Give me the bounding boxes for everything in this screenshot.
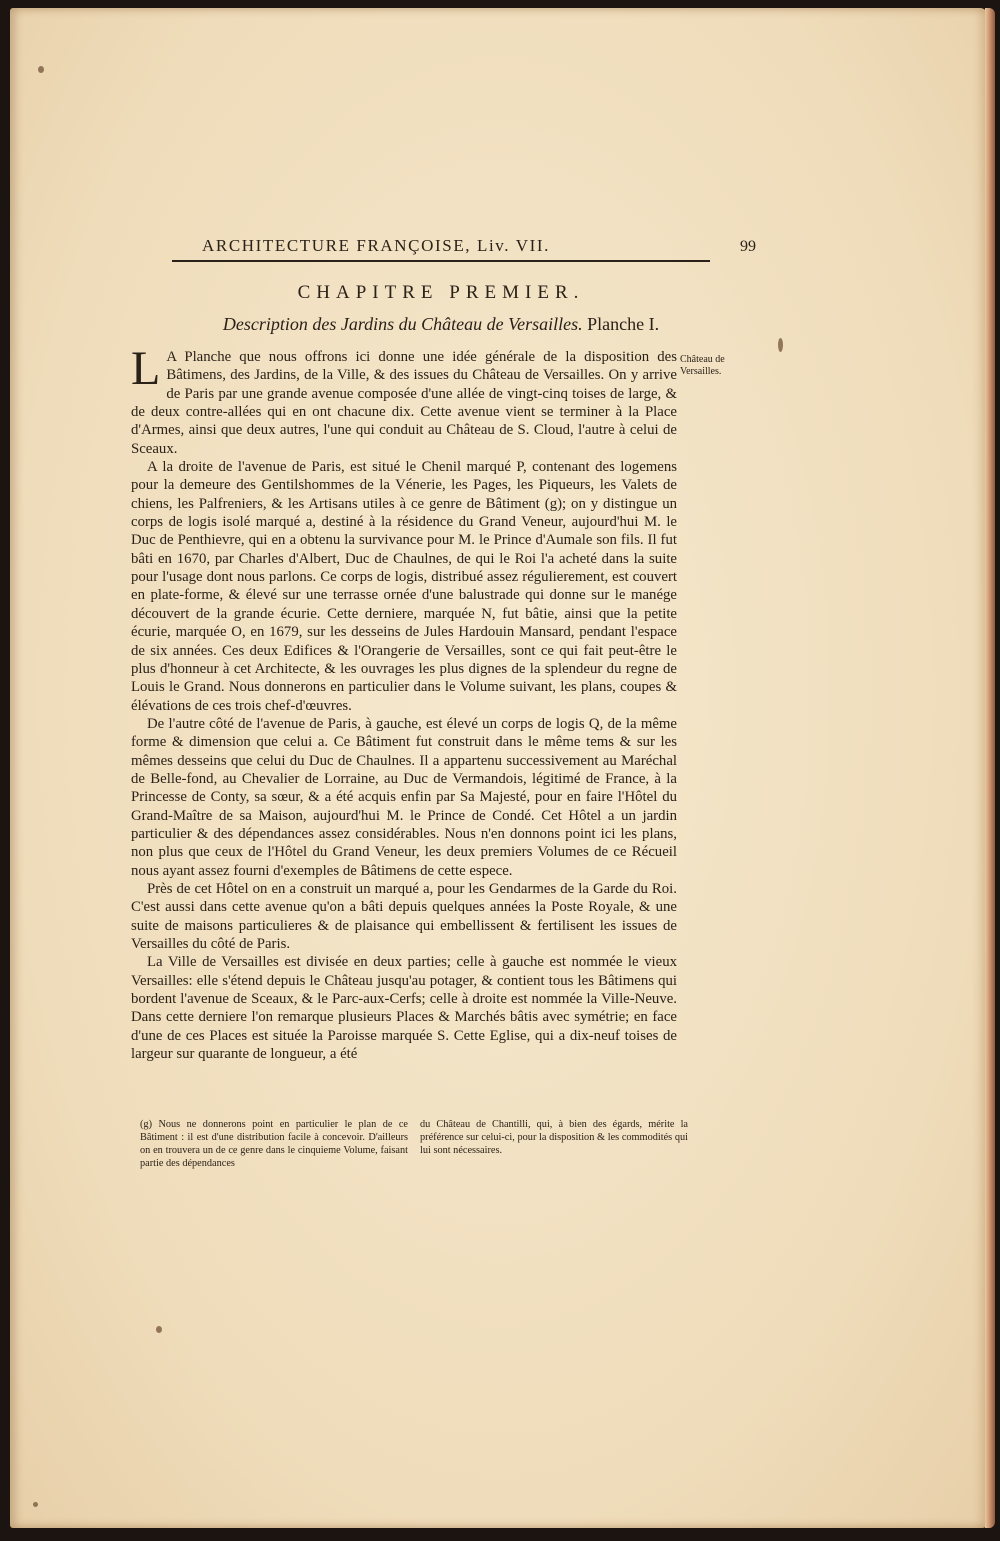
page-edge xyxy=(985,8,995,1528)
footnote-left: (g) Nous ne donnerons point en particulier le plan de ce Bâtiment : il est d'une distribution facile à concevoir. D'ailleurs on en trouvera un de ce genre dans le cinquieme Volume, faisant partie des dépendances xyxy=(140,1119,408,1169)
running-title: ARCHITECTURE FRANÇOISE, Liv. VII. xyxy=(202,236,550,255)
paragraph: De l'autre côté de l'avenue de Paris, à gauche, est élevé un corps de logis Q, de la même forme & dimension que celui a. Ce Bâtiment fut construit dans le même tems & sur les mêmes desseins que celui du Duc de Chaulnes. Il a appartenu successivement au Maréchal de Belle-fond, au Chevalier de Lorraine, au Duc de Vermandois, légitimé de France, à la Princesse de Conty, sa sœur, & a été acquis enfin par Sa Majesté, pour en faire l'Hôtel du Grand-Maître de sa Maison, aujourd'hui M. le Prince de Condé. Cet Hôtel a un jardin particulier & des dépendances assez considérables. Nous n'en donnons point ici les plans, non plus que ceux de l'Hôtel du Grand Veneur, les deux premiers Volumes de ce Récueil nous ayant assez fourni d'exemples de Bâtimens de cette espece. xyxy=(131,715,677,879)
subtitle-italic: Description des Jardins du Château de Versailles. xyxy=(222,314,583,334)
paragraph: A la droite de l'avenue de Paris, est situé le Chenil marqué P, contenant des logemens pour la demeure des Gentilshommes de la Vénerie, les Pages, les Piqueurs, les Valets de chiens, les Palfreniers, & les Artisans utiles à ce genre de Bâtiment (g); on y distingue un corps de logis isolé marqué a, destiné à la résidence du Grand Veneur, aujourd'hui M. le Duc de Penthievre, qui en a obtenu la survivance pour M. le Prince d'Aumale son fils. Il fut bâti en 1670, par Charles d'Albert, Duc de Chaulnes, de qui le Roi l'a acheté dans la suite pour l'usage dont nous parlons. Ce corps de logis, distribué assez régulierement, est couvert en plate-forme, & élevé sur une terrasse ornée d'une balustrade qui donne sur le manége découvert de la grande écurie. Cette derniere, marquée N, fut bâtie, ainsi que la petite écurie, marquée O, en 1679, sur les desseins de Jules Hardouin Mansard, pendant l'espace de six années. Ces deux Edifices & l'Orangerie de Versailles, sont ce qui fait peut-être le plus d'honneur à cet Architecte, & les ouvrages les plus dignes de la splendeur du regne de Louis le Grand. Nous donnerons en particulier dans le Volume suivant, les plans, coupes & élévations de ces trois chef-d'œuvres. xyxy=(131,459,677,714)
section-subtitle xyxy=(172,314,710,335)
drop-cap: L xyxy=(131,342,161,395)
paragraph xyxy=(131,342,677,458)
margin-note: Château de Versailles. xyxy=(680,354,725,377)
paragraph: Près de cet Hôtel on en a construit un marqué a, pour les Gendarmes de la Garde du Roi. C'est aussi dans cette avenue qu'on a bâti depuis quelques années la Poste Royale, & une suite de maisons particulieres & de plaisance qui embellissent & fertilisent les issues de Versailles du côté de Paris. xyxy=(131,880,677,952)
ink-spot xyxy=(156,1326,162,1333)
running-head xyxy=(172,236,756,262)
ink-spot xyxy=(38,66,44,73)
ink-spot xyxy=(778,338,783,352)
footnotes xyxy=(140,1118,688,1170)
subtitle-plate: Planche I. xyxy=(587,314,660,334)
chapter-heading: CHAPITRE PREMIER. xyxy=(297,282,585,303)
page-number: 99 xyxy=(740,238,756,255)
body-text xyxy=(131,342,677,1063)
paragraph: La Ville de Versailles est divisée en deux parties; celle à gauche est nommée le vieux Versailles: elle s'étend depuis le Château jusqu'au potager, & contient tous les Bâtimens qui bordent l'avenue de Sceaux, & le Parc-aux-Cerfs; celle à droite est nommée la Ville-Neuve. Dans cette derniere l'on remarque plusieurs Places & Marchés bâtis avec symétrie; en face d'une de ces Places est située la Paroisse marquée S. Cette Eglise, qui a dix-neuf toises de largeur sur quarante de longueur, a été xyxy=(131,954,677,1063)
ink-spot xyxy=(33,1502,38,1507)
paragraph-text: A Planche que nous offrons ici donne une idée générale de la disposition des Bâtimens, des Jardins, de la Ville, & des issues du Château de Versailles. On y arrive de Paris par une grande avenue composée d'une allée de vingt-cinq toises de large, & de deux contre-allées qui en ont chacune dix. Cette avenue vient se terminer à la Place d'Armes, ainsi que deux autres, l'une qui conduit au Château de S. Cloud, l'autre à celui de Sceaux. xyxy=(131,349,677,457)
footnote-right: du Château de Chantilli, qui, à bien des égards, mérite la préférence sur celui-ci, pour la disposition & les commodités qui lui sont nécessaires. xyxy=(420,1119,688,1156)
